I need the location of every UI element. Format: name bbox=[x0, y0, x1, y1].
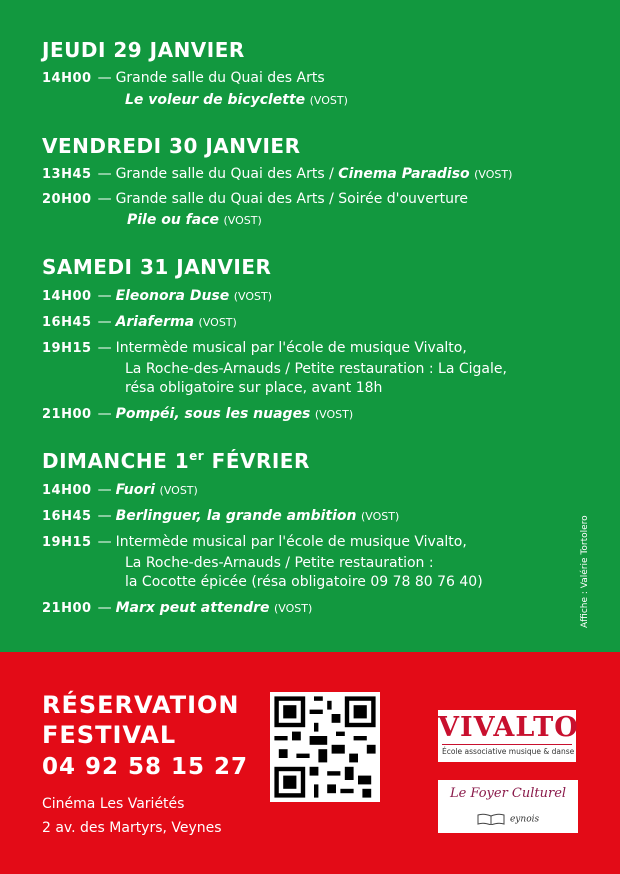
day-heading-saturday: SAMEDI 31 JANVIER bbox=[42, 255, 272, 279]
reservation-subtitle: FESTIVAL bbox=[42, 721, 177, 749]
event-detail: résa obligatoire sur place, avant 18h bbox=[125, 380, 383, 396]
event-row: 20H00 — Grande salle du Quai des Arts / Soirée d'ouverture bbox=[42, 191, 469, 207]
event-row: 14H00 — Fuori (VOST) bbox=[42, 482, 198, 498]
event-film: Le voleur de bicyclette (VOST) bbox=[125, 92, 348, 108]
cinema-name: Cinéma Les Variétés bbox=[42, 796, 185, 812]
poster-credit: Affiche : Valérie Tortolero bbox=[580, 515, 590, 628]
day-heading-friday: VENDREDI 30 JANVIER bbox=[42, 134, 301, 158]
event-row: 14H00 — Eleonora Duse (VOST) bbox=[42, 288, 272, 304]
reservation-phone[interactable]: 04 92 58 15 27 bbox=[42, 754, 249, 780]
vivalto-logo: VIVALTO École associative musique & danse bbox=[438, 710, 576, 762]
event-detail: La Roche-des-Arnauds / Petite restauration : bbox=[125, 555, 434, 571]
event-row: 14H00 — Grande salle du Quai des Arts bbox=[42, 70, 325, 86]
event-row: 21H00 — Marx peut attendre (VOST) bbox=[42, 600, 313, 616]
day-heading-thursday: JEUDI 29 JANVIER bbox=[42, 38, 245, 62]
event-film: Pile ou face (VOST) bbox=[127, 212, 262, 228]
day-heading-sunday: DIMANCHE 1er FÉVRIER bbox=[42, 449, 310, 473]
book-icon bbox=[477, 810, 505, 829]
event-row: 19H15 — Intermède musical par l'école de musique Vivalto, bbox=[42, 340, 467, 356]
qr-code[interactable] bbox=[270, 692, 380, 802]
reservation-title: RÉSERVATION bbox=[42, 691, 240, 719]
event-detail: La Roche-des-Arnauds / Petite restauration : La Cigale, bbox=[125, 361, 507, 377]
event-row: 13H45 — Grande salle du Quai des Arts / Cinema Paradiso (VOST) bbox=[42, 166, 513, 182]
event-row: 16H45 — Ariaferma (VOST) bbox=[42, 314, 237, 330]
cinema-address: 2 av. des Martyrs, Veynes bbox=[42, 820, 222, 836]
event-row: 19H15 — Intermède musical par l'école de musique Vivalto, bbox=[42, 534, 467, 550]
event-row: 16H45 — Berlinguer, la grande ambition (VOST) bbox=[42, 508, 400, 524]
foyer-culturel-logo: Le Foyer Culturel eynois bbox=[438, 780, 578, 833]
event-row: 21H00 — Pompéi, sous les nuages (VOST) bbox=[42, 406, 354, 422]
event-detail: la Cocotte épicée (résa obligatoire 09 78 80 76 40) bbox=[125, 574, 483, 590]
